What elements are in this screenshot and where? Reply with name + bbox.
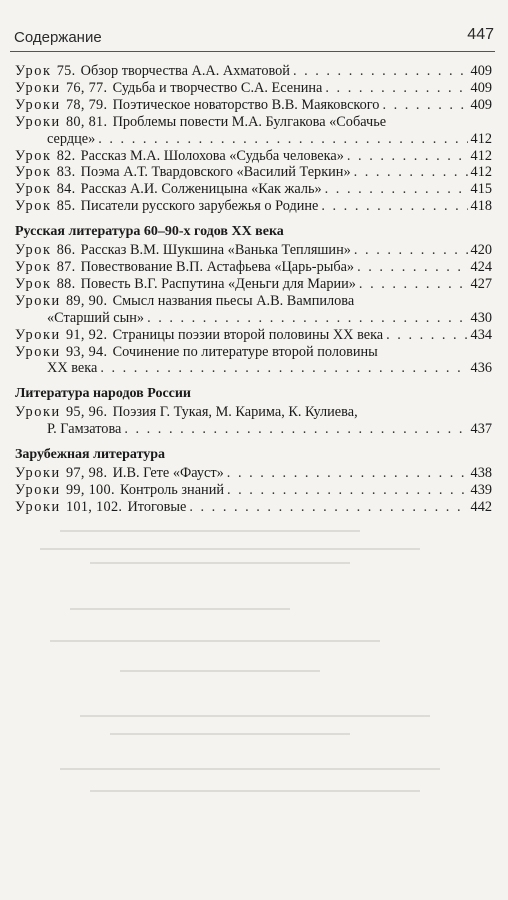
entry-title: XX века [47,360,98,377]
header-rule [10,51,495,52]
entry-title: Смысл названия пьесы А.В. Вампилова [112,292,355,309]
lesson-number [15,148,81,165]
lesson-number [15,198,81,215]
dot-leader [354,164,468,181]
lesson-num: 86. [56,242,76,259]
toc-entry [15,327,492,344]
lesson-num: 88. [56,275,76,292]
dot-leader [321,198,467,215]
entry-page: 430 [470,309,492,326]
lesson-num: 80, 81. [65,113,108,130]
lesson-number [15,465,113,482]
lesson-number [15,482,120,499]
section-heading: Русская литература 60–90-х годов XX века [15,224,284,240]
lesson-num: 89, 90. [65,292,108,309]
toc-entry-continuation [15,310,492,327]
lesson-word: Урок [15,275,52,292]
toc-entry [15,148,492,165]
entry-page: 415 [470,181,492,198]
dot-leader [100,360,467,377]
lesson-num: 78, 79. [65,96,108,113]
lesson-number [15,404,113,421]
entry-page: 409 [470,96,492,113]
entry-page: 420 [470,242,492,259]
entry-page: 436 [470,360,492,377]
toc-entry-continuation [15,360,492,377]
dot-leader [359,276,468,293]
dot-leader [189,499,467,516]
entry-title: Судьба и творчество С.А. Есенина [112,79,323,96]
entry-page: 409 [470,79,492,96]
lesson-number [15,181,81,198]
dot-leader [98,131,467,148]
lesson-number [15,242,81,259]
section-heading: Литература народов России [15,386,191,402]
toc-entry [15,164,492,181]
page-header [14,26,496,48]
entry-title: Поэзия Г. Тукая, М. Карима, К. Кулиева, [112,404,358,421]
toc-entry [15,276,492,293]
toc-entry [15,344,492,361]
lesson-number [15,63,81,80]
toc-entry-continuation [15,421,492,438]
lesson-word: Урок [15,164,52,181]
entry-page: 442 [470,498,492,515]
lesson-num: 101, 102. [65,498,123,515]
toc-entry [15,499,492,516]
toc-entry [15,198,492,215]
toc-entry [15,482,492,499]
dot-leader [325,80,467,97]
entry-title: Писатели русского зарубежья о Родине [80,198,319,215]
lesson-number [15,80,113,97]
entry-title: Повествование В.П. Астафьева «Царь-рыба» [80,258,355,275]
lesson-word: Уроки [15,96,61,113]
lesson-number [15,293,113,310]
dot-leader [386,327,467,344]
running-title: Содержание [14,29,102,46]
dot-leader [347,148,468,165]
toc-entry-continuation [15,131,492,148]
lesson-word: Уроки [15,404,61,421]
dot-leader [325,181,468,198]
dot-leader [147,310,467,327]
entry-page: 412 [470,147,492,164]
dot-leader [354,242,468,259]
toc-entry [15,259,492,276]
toc-entry [15,80,492,97]
entry-title: Проблемы повести М.А. Булгакова «Собачье [112,113,387,130]
entry-title: И.В. Гете «Фауст» [112,464,224,481]
lesson-num: 82. [56,147,76,164]
entry-page: 424 [470,258,492,275]
lesson-word: Уроки [15,481,61,498]
entry-page: 434 [470,326,492,343]
lesson-number [15,276,81,293]
lesson-word: Уроки [15,292,61,309]
lesson-number [15,499,127,516]
lesson-word: Урок [15,242,52,259]
entry-page: 418 [470,198,492,215]
lesson-num: 84. [56,181,76,198]
lesson-num: 85. [56,198,76,215]
dot-leader [227,465,468,482]
entry-page: 412 [470,164,492,181]
lesson-word: Уроки [15,464,61,481]
toc-entry [15,181,492,198]
lesson-word: Уроки [15,79,61,96]
lesson-number [15,114,113,131]
lesson-word: Уроки [15,326,61,343]
lesson-num: 87. [56,258,76,275]
dot-leader [227,482,468,499]
lesson-word: Уроки [15,498,61,515]
toc-entry [15,63,492,80]
entry-title: «Старший сын» [47,309,145,326]
show-through-background [0,500,508,900]
table-of-contents [15,63,492,516]
entry-page: 409 [470,63,492,79]
page-number: 447 [467,26,494,43]
lesson-number [15,327,113,344]
lesson-word: Уроки [15,343,61,360]
entry-title: Рассказ А.И. Солженицына «Как жаль» [80,181,322,198]
lesson-num: 93, 94. [65,343,108,360]
lesson-word: Урок [15,63,52,79]
lesson-num: 95, 96. [65,404,108,421]
lesson-num: 83. [56,164,76,181]
entry-title: Итоговые [127,498,187,515]
dot-leader [357,259,467,276]
section-heading: Зарубежная литература [15,447,166,463]
lesson-word: Урок [15,147,52,164]
lesson-number [15,164,81,181]
entry-page: 427 [470,275,492,292]
lesson-number [15,259,81,276]
entry-title: Сочинение по литературе второй половины [112,343,378,360]
lesson-number [15,344,113,361]
lesson-word: Урок [15,198,52,215]
toc-entry [15,293,492,310]
entry-title: Контроль знаний [120,481,224,498]
dot-leader [124,421,467,438]
lesson-number [15,97,113,114]
lesson-word: Урок [15,258,52,275]
entry-title: сердце» [47,130,96,147]
entry-page: 439 [470,481,492,498]
lesson-num: 75. [56,63,76,79]
entry-title: Р. Гамзатова [47,421,122,438]
toc-entry [15,114,492,131]
entry-title: Повесть В.Г. Распутина «Деньги для Марии» [80,275,356,292]
entry-title: Рассказ В.М. Шукшина «Ванька Тепляшин» [80,242,351,259]
toc-entry [15,97,492,114]
entry-title: Поэма А.Т. Твардовского «Василий Теркин» [80,164,351,181]
entry-page: 412 [470,130,492,147]
dot-leader [382,97,467,114]
lesson-word: Урок [15,181,52,198]
entry-title: Рассказ М.А. Шолохова «Судьба человека» [80,147,344,164]
lesson-word: Уроки [15,113,61,130]
toc-entry [15,465,492,482]
lesson-num: 76, 77. [65,79,108,96]
lesson-num: 91, 92. [65,326,108,343]
toc-entry [15,404,492,421]
lesson-num: 97, 98. [65,464,108,481]
entry-title: Обзор творчества А.А. Ахматовой [80,63,290,79]
entry-title: Поэтическое новаторство В.В. Маяковского [112,96,380,113]
lesson-num: 99, 100. [65,481,115,498]
entry-title: Страницы поэзии второй половины XX века [112,326,384,343]
entry-page: 438 [470,464,492,481]
toc-entry [15,242,492,259]
dot-leader [293,63,468,80]
entry-page: 437 [470,421,492,438]
